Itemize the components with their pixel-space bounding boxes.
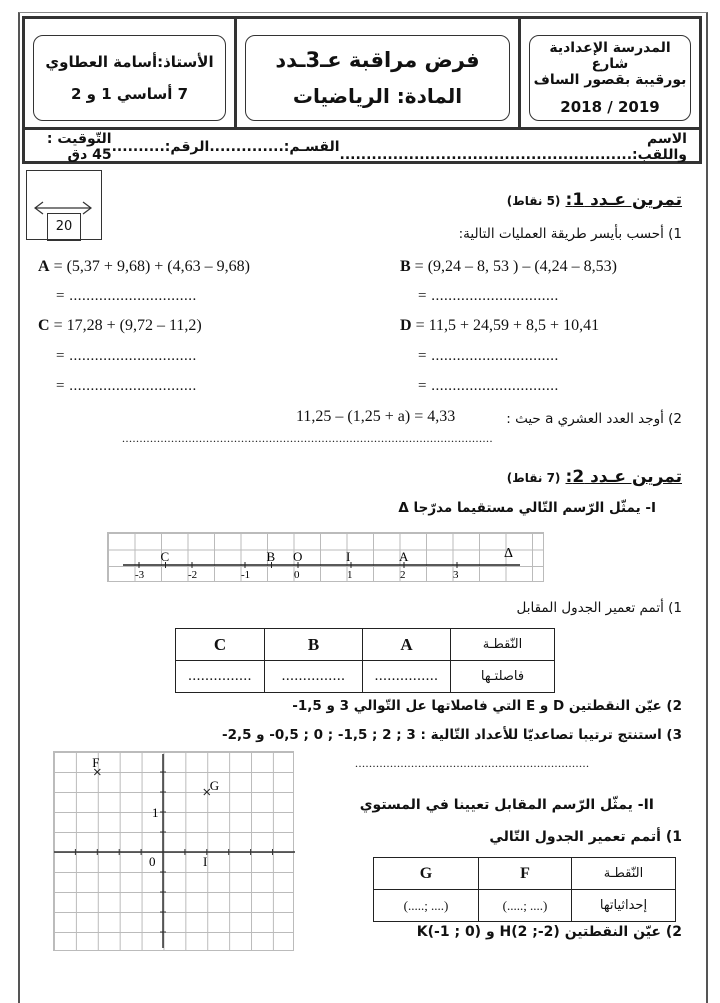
coordinate-plane bbox=[54, 752, 295, 952]
exercise-2-q3: 3) استنتج ترتيبا تصاعديّا للأعداد التّالية : 3 ; 2 ; 1,5- ; 0 ; 0,5- و 2,5- bbox=[221, 727, 682, 743]
point-label-C: C bbox=[160, 549, 170, 564]
cell-G-coords[interactable]: (.....; ....) bbox=[374, 890, 479, 922]
expr-C: C = 17,28 + (9,72 – 11,2) bbox=[38, 317, 202, 334]
cell-F-coords[interactable]: (.....; ....) bbox=[479, 890, 572, 922]
exercise-2-heading bbox=[507, 467, 682, 487]
exercise-1-title: تمرين عـدد 1: bbox=[565, 190, 682, 210]
row-header-abscissa: فاصلتـها bbox=[451, 661, 555, 693]
number-field[interactable]: الرقم:.......... bbox=[111, 139, 210, 155]
school-line-1: المدرسة الإعدادية شارع bbox=[549, 40, 671, 72]
answer-C-2[interactable]: = .............................. bbox=[56, 378, 197, 394]
tick-label: 3 bbox=[453, 569, 459, 581]
point-label-F: F bbox=[92, 755, 100, 770]
origin-label: 0 bbox=[149, 854, 156, 869]
exercise-2-q1: 1) أتمم تعمير الجدول المقابل bbox=[516, 600, 682, 616]
subject: المادة: الرياضيات bbox=[292, 84, 463, 108]
name-field[interactable]: الاسم واللقب:....................................................... bbox=[339, 131, 687, 163]
exercise-1-q2: 2) أوجد العدد العشري a حيث : bbox=[506, 411, 682, 427]
expr-A: A = (5,37 + 9,68) + (4,63 – 9,68) bbox=[38, 258, 250, 275]
exercise-1-heading bbox=[507, 190, 682, 210]
score-box bbox=[26, 170, 102, 240]
teacher-name: الأستاذ:أسامة العطاوي bbox=[45, 53, 214, 71]
school-year: 2019 / 2018 bbox=[560, 98, 660, 116]
row-header-coords: إحداثياتها bbox=[572, 890, 676, 922]
exercise-1-q2-equation: 11,25 – (1,25 + a) = 4,33 bbox=[296, 408, 456, 425]
row-header-point: النّقطـة bbox=[451, 629, 555, 661]
exercise-2-q5: 2) عيّن النقطتين H(2 ;-2) و K(-1 ; 0) bbox=[416, 924, 682, 940]
part-I-heading: I- يمثّل الرّسم التّالي مستقيما مدرّجا Δ bbox=[398, 500, 656, 516]
answer-D-1[interactable]: = .............................. bbox=[418, 348, 559, 364]
point-label-A: A bbox=[399, 549, 409, 564]
exercise-1-q2-answer[interactable]: .......................................................................................................... bbox=[122, 431, 493, 445]
col-C: C bbox=[176, 629, 265, 661]
class-field[interactable]: القسـم:.............. bbox=[209, 139, 340, 155]
answer-C-1[interactable]: = .............................. bbox=[56, 348, 197, 364]
duration: التّوقيت : 45 دق bbox=[46, 131, 112, 163]
exercise-1-points: (5 نقاط) bbox=[506, 194, 561, 208]
answer-A-1[interactable]: = .............................. bbox=[56, 288, 197, 304]
exam-header bbox=[22, 16, 702, 164]
coordinate-grid bbox=[53, 751, 294, 951]
tick-label: 2 bbox=[400, 569, 406, 581]
title-cell bbox=[237, 19, 521, 127]
col-F: F bbox=[479, 858, 572, 890]
answer-B-1[interactable]: = .............................. bbox=[418, 288, 559, 304]
exercise-2-points: (7 نقاط) bbox=[506, 471, 561, 485]
tick-label: 1 bbox=[347, 569, 353, 581]
x-unit-label: I bbox=[203, 854, 208, 869]
exam-title: فرض مراقبة عـ3ـدد bbox=[275, 48, 480, 72]
tick-label: -2 bbox=[188, 569, 198, 581]
number-line-grid bbox=[107, 532, 544, 582]
point-label-G: G bbox=[209, 778, 220, 793]
point-label-B: B bbox=[266, 549, 276, 564]
tick-label: -1 bbox=[241, 569, 251, 581]
expr-D: D = 11,5 + 24,59 + 8,5 + 10,41 bbox=[400, 317, 600, 334]
col-A: A bbox=[363, 629, 451, 661]
school-cell bbox=[521, 19, 699, 127]
coordinates-table bbox=[373, 857, 676, 922]
exercise-1-q1: 1) أحسب بأيسر طريقة العمليات التالية: bbox=[458, 226, 682, 242]
score-total: 20 bbox=[47, 213, 81, 241]
point-label-O: O bbox=[293, 549, 303, 564]
tick-label: 0 bbox=[294, 569, 300, 581]
row-header-point-2: النّقطـة bbox=[572, 858, 676, 890]
teacher-cell bbox=[25, 19, 237, 127]
line-delta-label: Δ bbox=[504, 546, 514, 561]
exercise-2-title: تمرين عـدد 2: bbox=[565, 467, 682, 487]
school-line-2: بورقيبة بقصور الساف bbox=[533, 72, 687, 88]
expr-B: B = (9,24 – 8, 53 ) – (4,24 – 8,53) bbox=[400, 258, 618, 275]
exercise-2-q4: 1) أتمم تعمير الجدول التّالي bbox=[489, 829, 682, 845]
student-info-row bbox=[25, 127, 699, 164]
abscissa-table bbox=[175, 628, 555, 693]
exercise-2-q3-answer[interactable]: ................................................................... bbox=[355, 756, 590, 770]
answer-D-2[interactable]: = .............................. bbox=[418, 378, 559, 394]
class-level: 7 أساسي 1 و 2 bbox=[71, 85, 188, 103]
point-label-I: I bbox=[346, 549, 351, 564]
cell-A-abscissa[interactable]: ............... bbox=[363, 661, 451, 693]
y-unit-label: 1 bbox=[152, 805, 159, 820]
part-II-heading: II- يمثّل الرّسم المقابل تعيينا في المستوي bbox=[359, 797, 654, 813]
col-G: G bbox=[374, 858, 479, 890]
col-B: B bbox=[265, 629, 363, 661]
number-line bbox=[108, 533, 545, 583]
tick-label: -3 bbox=[135, 569, 145, 581]
cell-C-abscissa[interactable]: ............... bbox=[176, 661, 265, 693]
exercise-2-q2: 2) عيّن النقطتين D و E التي فاصلاتها عل التّوالي 3 و 1,5- bbox=[292, 698, 682, 714]
cell-B-abscissa[interactable]: ............... bbox=[265, 661, 363, 693]
